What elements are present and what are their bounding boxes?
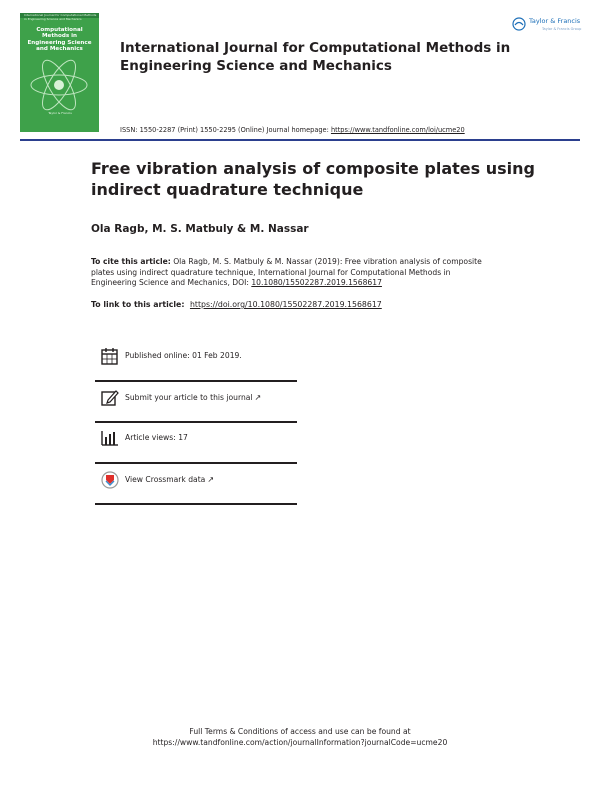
issn-line: [120, 126, 465, 134]
publisher-subtitle: Taylor & Francis Group: [542, 27, 582, 31]
bar-chart-icon: [100, 428, 120, 448]
citation-block: [91, 257, 491, 289]
citation-doi-link[interactable]: 10.1080/15502287.2019.1568617: [251, 278, 382, 287]
cover-title: Computational Methods in Engineering Science and Mechanics: [27, 27, 92, 53]
crossmark-icon: [100, 470, 120, 490]
meta-divider: [95, 421, 297, 423]
cover-strip: [20, 13, 99, 21]
cover-strip-text: International Journal for Computational Methods in Engineering Science and Mechanics: [24, 13, 97, 21]
publisher-name: Taylor & Francis: [529, 17, 581, 25]
atom-graphic-icon: [26, 55, 92, 115]
article-authors: Ola Ragb, M. S. Matbuly & M. Nassar: [91, 223, 309, 235]
journal-title: International Journal for Computational Methods in Engineering Science and Mechanics: [120, 40, 511, 74]
submit-article-link[interactable]: [125, 393, 261, 402]
footer-line-1: Full Terms & Conditions of access and use can be found at: [189, 727, 411, 736]
citation-label: To cite this article:: [91, 257, 171, 266]
journal-cover-image: [20, 13, 99, 132]
article-link-block: [91, 300, 382, 309]
article-link-label: To link to this article:: [91, 300, 185, 309]
article-doi-url[interactable]: https://doi.org/10.1080/15502287.2019.1568617: [189, 300, 382, 309]
edit-icon: [100, 388, 120, 408]
external-link-icon: ↗: [254, 393, 262, 402]
publisher-logo-icon: [512, 17, 526, 31]
publisher-logo[interactable]: [512, 17, 584, 37]
external-link-icon: ↗: [207, 475, 215, 484]
article-title: Free vibration analysis of composite plates using indirect quadrature technique: [91, 159, 535, 199]
meta-divider: [95, 462, 297, 464]
footer-terms: [100, 727, 500, 748]
submit-article-text: Submit your article to this journal: [125, 393, 253, 402]
crossmark-link[interactable]: [125, 475, 214, 484]
crossmark-text: View Crossmark data: [125, 475, 206, 484]
calendar-icon: [100, 346, 120, 366]
header-divider: [20, 139, 580, 141]
citation-text: Ola Ragb, M. S. Matbuly & M. Nassar (2019): Free vibration analysis of composite plates using indirect quadrature technique, International Journal for Computational Methods in Engineering Science and Mechanics, DOI:: [91, 257, 482, 287]
meta-divider: [95, 380, 297, 382]
cover-subtitle: Taylor & Francis: [48, 111, 72, 115]
footer-terms-url[interactable]: https://www.tandfonline.com/action/journalInformation?journalCode=ucme20: [152, 737, 448, 747]
issn-text: ISSN: 1550-2287 (Print) 1550-2295 (Online) Journal homepage:: [120, 126, 329, 134]
meta-divider: [95, 503, 297, 505]
journal-homepage-link[interactable]: https://www.tandfonline.com/loi/ucme20: [330, 126, 465, 134]
published-online-text: Published online: 01 Feb 2019.: [125, 351, 242, 360]
article-views-text: Article views: 17: [125, 433, 188, 442]
